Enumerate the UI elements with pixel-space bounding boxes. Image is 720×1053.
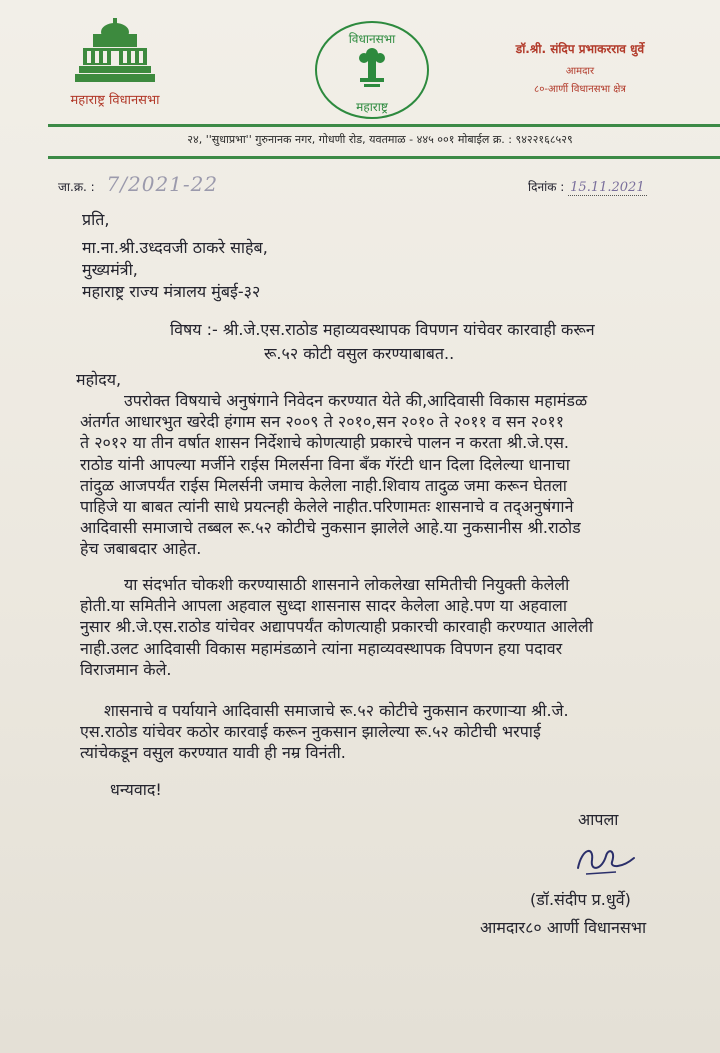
subject-line-1: विषय :- श्री.जे.एस.राठोड महाव्यवस्थापक विपणन यांचेवर कारवाही करून bbox=[170, 320, 595, 339]
paragraph-line: नाही.उलट आदिवासी विकास महामंडळाने त्यांना महाव्यवस्थापक विपणन हया पदावर bbox=[80, 638, 563, 658]
assembly-logo bbox=[50, 18, 180, 108]
paragraph-3 bbox=[80, 700, 569, 764]
paragraph-line: नुसार श्री.जे.एस.राठोड यांचेवर अद्यापपर्यंत कोणत्याही प्रकारची कारवाही करण्यात आलेली bbox=[80, 617, 593, 637]
paragraph-line: विराजमान केले. bbox=[80, 659, 172, 679]
reference-number bbox=[58, 172, 218, 196]
paragraph-line: त्यांचेकडून वसुल करण्यात यावी ही नम्र विनंती. bbox=[80, 743, 346, 763]
signature-icon bbox=[572, 838, 642, 882]
date-value: 15.11.2021 bbox=[570, 180, 645, 195]
vidhan-bhavan-icon bbox=[65, 18, 165, 88]
paragraph-line: ते २०१२ या तीन वर्षात शासन निर्देशाचे कोणत्याही प्रकारचे पालन न करता श्री.जे.एस. bbox=[80, 433, 569, 453]
header-rule-bottom bbox=[48, 156, 720, 159]
signatory-title: आमदार८० आर्णी विधानसभा bbox=[480, 918, 647, 937]
recipient-designation: मुख्यमंत्री, bbox=[82, 260, 138, 279]
paragraph-line: एस.राठोड यांचेवर कठोर कारवाई करून नुकसान झालेल्या रू.५२ कोटीची भरपाई bbox=[80, 722, 541, 742]
paragraph-line: होती.या समितीने आपला अहवाल सुध्दा शासनास सादर केलेला आहे.पण या अहवाला bbox=[80, 596, 568, 616]
reference-value: 7/2021-22 bbox=[106, 172, 219, 196]
paragraph-line: तांदुळ आजपर्यंत राईस मिलर्सनी जमाच केलेला नाही.शिवाय तादुळ जमा करून घेतला bbox=[80, 475, 567, 495]
yours: आपला bbox=[578, 810, 619, 829]
paragraph-line: आदिवासी समाजाचे तब्बल रू.५२ कोटीचे नुकसान झालेले आहे.या नुकसानीस श्री.राठोड bbox=[80, 518, 581, 538]
address-line: २४, ''सुधाप्रभा'' गुरुनानक नगर, गोधणी रोड, यवतमाळ - ४४५ ००१ मोबाईल क्र. : ९४२२१६८५२९ bbox=[187, 133, 573, 146]
recipient-name: मा.ना.श्री.उध्दवजी ठाकरे साहेब, bbox=[82, 238, 268, 257]
thanks: धन्यवाद! bbox=[110, 780, 162, 799]
mla-block bbox=[470, 40, 690, 95]
date-label: दिनांक : bbox=[528, 180, 565, 194]
paragraph-line: हेच जबाबदार आहेत. bbox=[80, 539, 202, 559]
signature bbox=[572, 838, 642, 886]
assembly-seal bbox=[312, 18, 432, 122]
assembly-caption: महाराष्ट्र विधानसभा bbox=[70, 93, 160, 108]
seal-bottom-text: महाराष्ट्र bbox=[356, 100, 388, 114]
subject-line-2: रू.५२ कोटी वसुल करण्याबाबत.. bbox=[264, 344, 455, 363]
constituency: ८०-आर्णी विधानसभा क्षेत्र bbox=[534, 84, 626, 95]
paragraph-line: या संदर्भात चोकशी करण्यासाठी शासनाने लोकलेखा समितीची नियुक्ती केलेली bbox=[124, 575, 570, 594]
mla-name: डॉ.श्री. संदिप प्रभाकरराव धुर्वे bbox=[515, 42, 645, 56]
salutation: महोदय, bbox=[76, 370, 122, 389]
paragraph-2 bbox=[80, 574, 593, 680]
seal-top-text: विधानसभा bbox=[348, 32, 396, 46]
header-rule-top bbox=[48, 124, 720, 127]
recipient-prefix: प्रति, bbox=[82, 210, 110, 229]
paragraph-1 bbox=[80, 390, 587, 560]
paragraph-line: शासनाचे व पर्यायाने आदिवासी समाजाचे रू.५२ कोटीचे नुकसान करणाऱ्या श्री.जे. bbox=[104, 701, 569, 720]
recipient-address: महाराष्ट्र राज्य मंत्रालय मुंबई-३२ bbox=[82, 282, 261, 301]
mla-designation: आमदार bbox=[565, 66, 595, 77]
paragraph-line: राठोड यांनी आपल्या मर्जीने राईस मिलर्सना विना बँक गॅरंटी धान दिला दिलेल्या धानाचा bbox=[80, 454, 570, 474]
signatory-name: (डॉ.संदीप प्र.धुर्वे) bbox=[530, 890, 631, 909]
date bbox=[528, 178, 647, 195]
paragraph-line: अंतर्गत आधारभुत खरेदी हंगाम सन २००९ ते २०१०,सन २०१० ते २०११ व सन २०११ bbox=[80, 412, 565, 432]
reference-label: जा.क्र. : bbox=[58, 180, 95, 194]
paragraph-line: उपरोक्त विषयाचे अनुषंगाने निवेदन करण्यात येते की,आदिवासी विकास महामंडळ bbox=[124, 391, 588, 410]
paragraph-line: पाहिजे या बाबत त्यांनी साधे प्रयत्नही केलेले नाहीत.परिणामतः शासनाचे व तद्अनुषंगाने bbox=[80, 497, 574, 517]
